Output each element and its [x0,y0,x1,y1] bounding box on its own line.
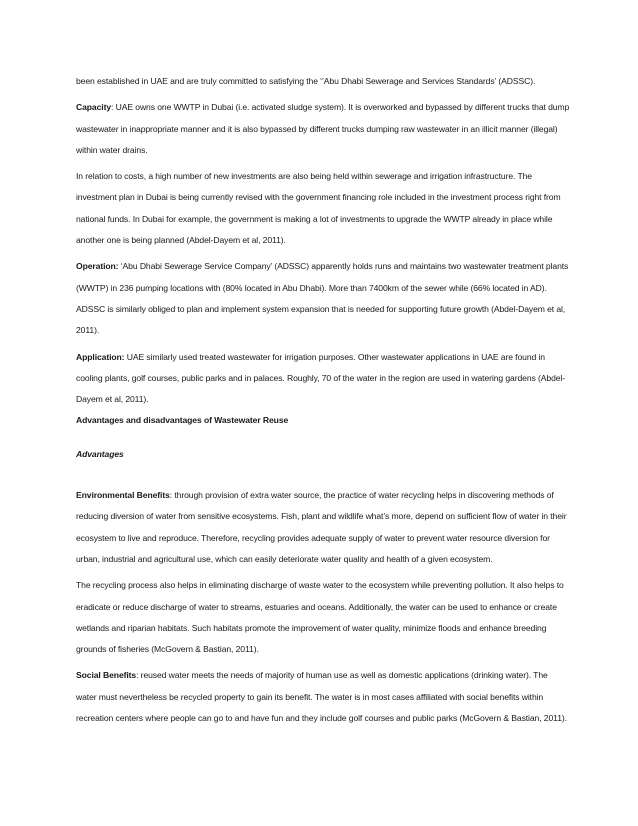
recycling-paragraph: The recycling process also helps in eliminating discharge of waste water to the ecosystem while preventing pollution. It also helps to eradicate or reduce discharge of water to streams, estuaries and oceans. Additionally, the water can be used to enhance or create wetlands and riparian habitats. Such habitats promote the improvement of water quality, minimize floods and enhance breeding grounds of fisheries (McGovern & Bastian, 2011). [76,580,564,655]
operation-paragraph [76,256,570,341]
costs-paragraph: In relation to costs, a high number of new investments are also being held within sewerage and irrigation infrastructure. The investment plan in Dubai is being currently revised with the government financing role included in the investment process right from national funds. In Dubai for example, the government is making a lot of investments to upgrade the WWTP already in place while another one is being planned (Abdel-Dayem et al, 2011). [76,171,561,246]
social-paragraph [76,665,570,729]
application-paragraph [76,347,570,411]
operation-label: Operation: [76,261,119,272]
environmental-label: Environmental Benefits [76,490,170,501]
capacity-paragraph [76,97,570,161]
section-heading: Advantages and disadvantages of Wastewater Reuse [76,415,289,426]
capacity-label: Capacity [76,102,112,113]
application-text: UAE similarly used treated wastewater for irrigation purposes. Other wastewater applications in UAE are found in cooling plants, golf courses, public parks and in palaces. Roughly, 70 of the water in the region are used in watering gardens (Abdel-Dayem et al, 2011). [76,351,565,405]
environmental-paragraph [76,485,570,570]
intro-paragraph: been established in UAE and are truly committed to satisfying the ‘’Abu Dhabi Sewerage and Services Standards’ (ADSSC). [76,76,536,86]
capacity-text: : UAE owns one WWTP in Dubai (i.e. activated sludge system). It is overworked and bypassed by different trucks that dump wastewater in inappropriate manner and it is also bypassed by different trucks dumping raw wastewater in an illicit manner (illegal) within water drains. [76,102,570,155]
document-page [76,71,570,734]
social-text: : reused water meets the needs of majority of human use as well as domestic applications (drinking water). The water must nevertheless be recycled property to gain its benefit. The water is in most cases affiliated with social benefits within recreation centers where people can go to and have fun and they include golf courses and public parks (McGovern & Bastian, 2011). [76,670,567,724]
application-label: Application: [76,351,125,362]
operation-text: ‘Abu Dhabi Sewerage Service Company’ (ADSSC) apparently holds runs and maintains two wastewater treatment plants (WWTP) in 236 pumping locations with (80% located in Abu Dhabi). More than 7400km of the sewer while (66% located in AD). ADSSC is similarly obliged to plan and implement system expansion that is needed for supporting future growth (Abdel-Dayem et al, 2011). [76,261,569,336]
social-label: Social Benefits [76,670,137,681]
environmental-text: : through provision of extra water source, the practice of water recycling helps in discovering methods of reducing diversion of water from sensitive ecosystems. Fish, plant and wildlife what’s more, depend on sufficient flow of water in their ecosystem to live and reproduce. Therefore, recycling provides adequate supply of water to prevent water resource diversion for urban, industrial and agricultural use, which can easily deteriorate water quality and health of a given ecosystem. [76,490,567,564]
advantages-subheading: Advantages [76,448,124,459]
